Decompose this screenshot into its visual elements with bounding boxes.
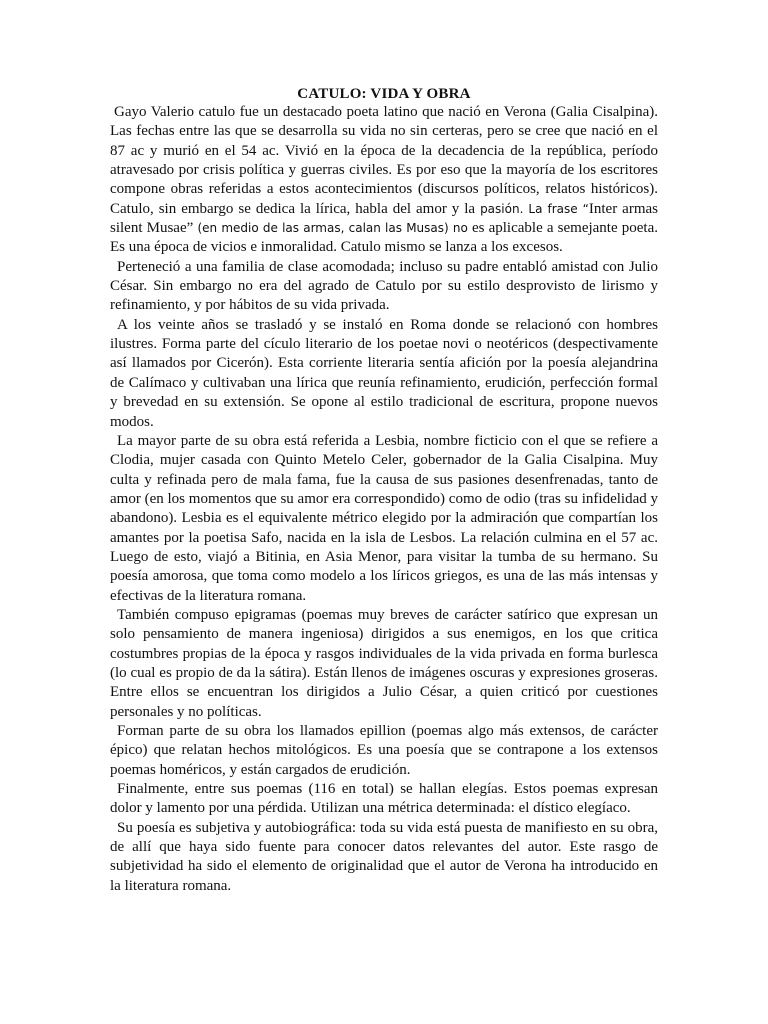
paragraph-7: Finalmente, entre sus poemas (116 en total) se hallan elegías. Estos poemas expresan dolor y lamento por una pérdida. Utilizan una métrica determinada: el dístico elegíaco. [110, 781, 658, 817]
document-body [110, 103, 658, 896]
paragraph-1-text-b: pasión. La frase “ [480, 201, 589, 216]
paragraph-1-text-c: es aplicable a semejante poeta. Es una época de vicios e inmoralidad. Catulo mismo se lanza a los excesos. [110, 220, 658, 256]
paragraph-1-text-a: Gayo Valerio catulo fue un destacado poeta latino que nació en Verona (Galia Cisalpina). Las fechas entre las que se desarrolla su vida no sin certeras, pero se cree que nació en el 87 ac y murió en el 54 ac. Vivió en la época de la decadencia de la república, período atravesado por crisis política y guerras civiles. Es por eso que la mayoría de los escritores compone obras referidas a estos acontecimientos (discursos políticos, relatos históricos). Catulo, sin embargo se dedica la lírica, habla del amor y la [110, 104, 658, 217]
paragraph-5: También compuso epigramas (poemas muy breves de carácter satírico que expresan un solo pensamiento de manera ingeniosa) dirigidos a sus enemigos, en los que critica costumbres propias de la época y rasgos individuales de la vida privada en forma burlesca (lo cual es propio de da la sátira). Están llenos de imágenes oscuras y expresiones groseras. Entre ellos se encuentran los dirigidos a Julio César, a quien criticó por cuestiones personales y no políticas. [110, 606, 658, 720]
paragraph-2: Perteneció a una familia de clase acomodada; incluso su padre entabló amistad con Julio César. Sin embargo no era del agrado de Catulo por su estilo desprovisto de lirismo y refinamiento, y por hábitos de su vida privada. [110, 258, 658, 314]
paragraph-1-translation: (en medio de las armas, calan las Musas) no [193, 221, 468, 236]
paragraph-6: Forman parte de su obra los llamados epillion (poemas algo más extensos, de carácter épico) que relatan hechos mitológicos. Es una poesía que se contrapone a los extensos poemas homéricos, y están cargados de erudición. [110, 723, 658, 778]
paragraph-1 [110, 103, 658, 258]
paragraph-4: La mayor parte de su obra está referida a Lesbia, nombre ficticio con el que se refiere a Clodia, mujer casada con Quinto Metelo Celer, gobernador de la Galia Cisalpina. Muy culta y refinada pero de mala fama, fue la causa de sus pasiones desenfrenadas, tanto de amor (en los momentos que su amor era correspondido) como de odio (tras su infidelidad y abandono). Lesbia es el equivalente métrico elegido por la admiración que compartían los amantes por la poetisa Safo, nacida en la isla de Lesbos. La relación culmina en el 57 ac. Luego de esto, viajó a Bitinia, en Asia Menor, para visitar la tumba de su hermano. Su poesía amorosa, que toma como modelo a los líricos griegos, es una de las más intensas y efectivas de la literatura romana. [110, 432, 658, 604]
document-title: CATULO: VIDA Y OBRA [297, 86, 471, 102]
paragraph-1-quote: Inter armas silent Musae” [110, 200, 658, 237]
paragraph-8: Su poesía es subjetiva y autobiográfica: toda su vida está puesta de manifiesto en su obra, de allí que haya sido fuente para conocer datos relevantes del autor. Este rasgo de subjetividad ha sido el elemento de originalidad que el autor de Verona ha introducido en la literatura romana. [110, 819, 658, 894]
paragraph-3: A los veinte años se trasladó y se instaló en Roma donde se relacionó con hombres ilustres. Forma parte del cículo literario de los poetae novi o neotéricos (despectivamente así llamados por Cicerón). Esta corriente literaria sentía afición por la poesía alejandrina de Calímaco y cultivaban una lírica que reunía refinamiento, erudición, perfección formal y brevedad en su extensión. Se opone al estilo tradicional de escritura, propone nuevos modos. [110, 316, 658, 430]
